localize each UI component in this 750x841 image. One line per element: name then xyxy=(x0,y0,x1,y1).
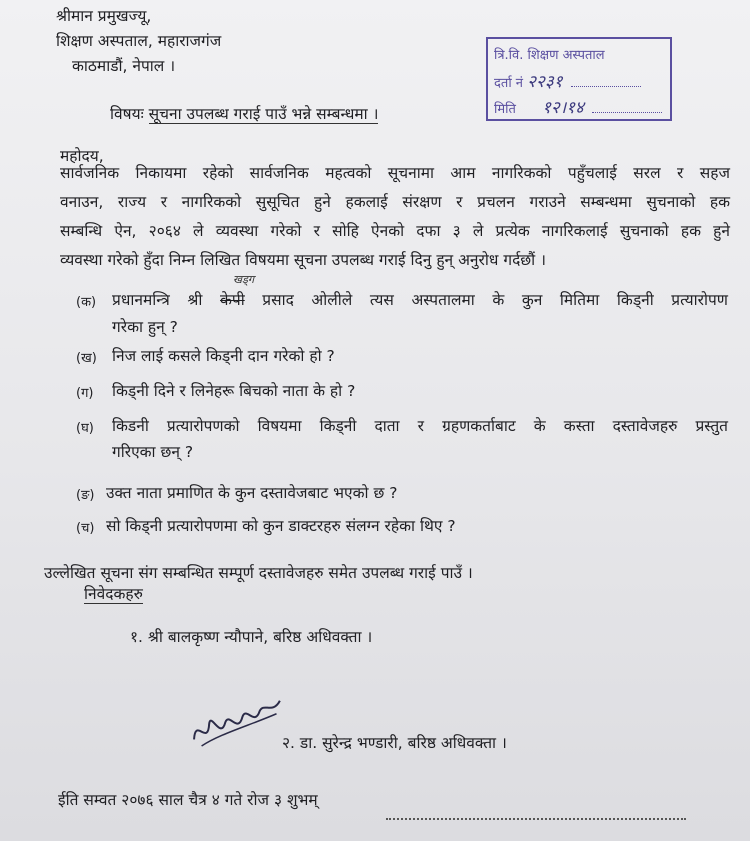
applicant-2: २. डा. सुरेन्द्र भण्डारी, बरिष्ठ अधिवक्ता । xyxy=(282,734,507,752)
question-cha xyxy=(76,516,730,540)
handwritten-signature xyxy=(184,690,292,760)
stamp-miti-dots xyxy=(592,112,662,113)
question-text: उक्त नाता प्रमाणित के कुन दस्तावेजबाट भएको छ ? xyxy=(106,484,398,502)
body-line-2: वनाउन, राज्य र नागरिकको सुसूचित हुने हकलाई संरक्षण र प्रचलन गराउने सम्बन्धमा सुचनाको हक xyxy=(60,193,730,211)
question-marker: (ङ) xyxy=(76,488,95,503)
stamp-darta-number: २२३१ xyxy=(527,72,563,92)
subject-text: सूचना उपलब्ध गराई पाउँ भन्ने सम्बन्धमा । xyxy=(148,105,379,123)
question-marker: (ख) xyxy=(76,351,97,366)
stamp-miti-label: मिति xyxy=(494,102,516,117)
stamp-miti-value: १२।१४ xyxy=(542,98,584,118)
handwritten-insert: खड्ग xyxy=(233,273,255,286)
question-text: निज लाई कसले किड्नी दान गरेको हो ? xyxy=(112,347,335,365)
question-ga xyxy=(76,381,730,405)
question-ka xyxy=(76,290,730,340)
question-text: सो किड्नी प्रत्यारोपणमा को कुन डाक्टरहरु संलग्न रहेका थिए ? xyxy=(106,517,456,535)
question-marker: (च) xyxy=(76,521,95,536)
question-continuation: गरिएका छन् ? xyxy=(112,443,194,461)
applicants-heading xyxy=(84,584,143,604)
question-text-post: प्रसाद ओलीले त्यस अस्पतालमा के कुन मितिमा किड्नी प्रत्यारोपण xyxy=(244,291,728,309)
question-continuation: गरेका हुन् ? xyxy=(112,318,178,336)
struck-name: केपी xyxy=(220,291,245,309)
question-text xyxy=(112,290,728,310)
body-line-4: व्यवस्था गरेको हुँदा निम्न लिखित विषयमा सूचना उपलब्ध गराई दिनु हुन् अनुरोध गर्दछौं । xyxy=(60,251,546,269)
subject-line xyxy=(110,104,378,124)
question-marker: (क) xyxy=(76,295,97,310)
address-line-2: शिक्षण अस्पताल, महाराजगंज xyxy=(56,32,222,50)
applicant-1: १. श्री बालकृष्ण न्यौपाने, बरिष्ठ अधिवक्ता । xyxy=(130,628,373,646)
address-line-3: काठमाडौं, नेपाल । xyxy=(72,57,176,75)
question-text: किड्नी दिने र लिनेहरू बिचको नाता के हो ? xyxy=(112,382,356,400)
question-marker: (ग) xyxy=(76,386,94,401)
body-line-3: सम्बन्धि ऐन, २०६४ ले व्यवस्था गरेको र सोहि ऐनको दफा ३ ले प्रत्येक नागरिकलाई सुचनाको हक हुने xyxy=(60,222,730,240)
address-line-1: श्रीमान प्रमुखज्यू, xyxy=(56,7,152,25)
question-gha xyxy=(76,416,730,466)
stamp-darta-label: दर्ता नं xyxy=(494,76,524,91)
subject-label: विषयः xyxy=(110,105,144,123)
registration-stamp xyxy=(486,37,672,121)
question-marker: (घ) xyxy=(76,421,94,436)
question-nga xyxy=(76,483,730,507)
question-text: किडनी प्रत्यारोपणको विषयमा किड्नी दाता र ग्रहणकर्ताबाट के कस्ता दस्तावेजहरु प्रस्तुत xyxy=(112,417,728,435)
applicants-heading-text: निवेदकहरु xyxy=(84,585,143,603)
closing-request: उल्लेखित सूचना संग सम्बन्धित सम्पूर्ण दस्तावेजहरु समेत उपलब्ध गराई पाउँ । xyxy=(44,564,473,582)
stamp-title: त्रि.वि. शिक्षण अस्पताल xyxy=(494,48,605,63)
signature-scribble xyxy=(184,690,291,754)
question-kha xyxy=(76,346,730,370)
salutation: महोदय, xyxy=(60,147,104,165)
date-line: ईति सम्वत २०७६ साल चैत्र ४ गते रोज ३ शुभम् xyxy=(58,791,318,809)
date-line-dots xyxy=(386,818,686,820)
body-line-1: सार्वजनिक निकायमा रहेको सार्वजनिक महत्वको सूचनामा आम नागरिकको पहुँचलाई सरल र सहज xyxy=(60,164,730,182)
stamp-darta-dots xyxy=(571,86,641,87)
question-text-pre: प्रधानमन्त्रि श्री xyxy=(112,291,220,309)
